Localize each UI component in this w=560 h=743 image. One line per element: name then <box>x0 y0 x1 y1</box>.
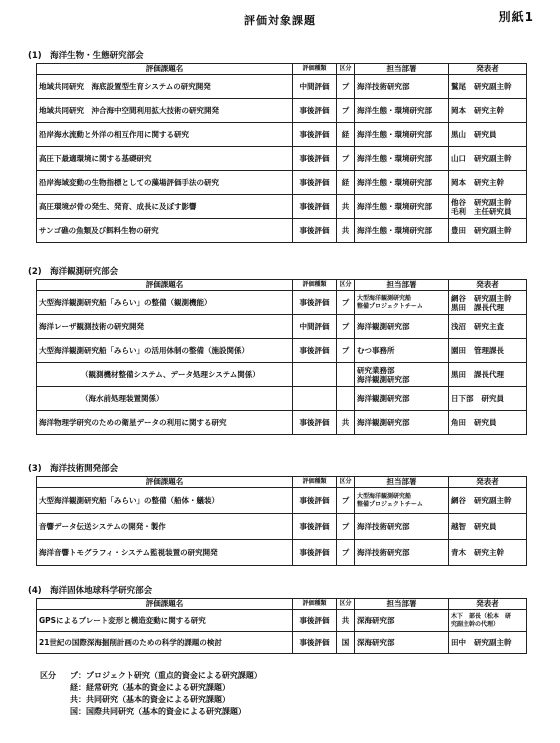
table-row <box>37 363 527 387</box>
header-name: 評価課題名 <box>37 64 293 75</box>
header-name: 評価課題名 <box>37 280 293 291</box>
cell-department: 海洋生態・環境研究部 <box>355 123 449 147</box>
cell-eval-type: 事後評価 <box>293 123 337 147</box>
presenter-role: 研究副主幹 <box>474 226 512 235</box>
legend-item: 経：経常研究（基本的資金による研究課題） <box>70 683 230 692</box>
presenter-name: 木下 部長（松本 研 究副主幹の代理） <box>451 612 512 628</box>
section-4 <box>28 585 526 654</box>
cell-eval-type: 事後評価 <box>293 411 337 435</box>
table-row <box>37 219 527 243</box>
cell-eval-type: 事後評価 <box>293 339 337 363</box>
cell-kubun: 共 <box>337 610 355 632</box>
presenter-role: 研究員 <box>481 394 504 403</box>
presenter-name: 黒田 <box>451 370 466 379</box>
cell-presenter <box>449 610 527 632</box>
presenter-role: 研究副主幹 <box>474 82 512 91</box>
presenter-name: 青木 <box>451 548 466 557</box>
section-title: (2) 海洋観測研究部会 <box>28 267 119 277</box>
presenter-role: 管理課長 <box>474 346 504 355</box>
cell-department: 海洋技術研究部 <box>355 75 449 99</box>
cell-presenter <box>449 540 527 566</box>
legend <box>40 670 262 718</box>
presenter-name: 浅沼 <box>451 322 466 331</box>
cell-kubun: 経 <box>337 171 355 195</box>
cell-task-name: 沿岸海域変動の生物指標としての藻場評価手法の研究 <box>37 171 293 195</box>
legend-item: 国：国際共同研究（基本的資金による研究課題） <box>70 707 246 716</box>
section-title: (3) 海洋技術開発部会 <box>28 464 119 474</box>
cell-task-name: 沿岸海水流動と外洋の相互作用に関する研究 <box>37 123 293 147</box>
cell-task-name: 地域共同研究 沖合海中空間利用拡大技術の研究開発 <box>37 99 293 123</box>
presenter-name: 山口 <box>451 154 466 163</box>
presenter-role: 研究員 <box>474 418 497 427</box>
table-row <box>37 610 527 632</box>
cell-eval-type <box>293 387 337 411</box>
cell-eval-type: 事後評価 <box>293 610 337 632</box>
section-3-table <box>36 476 527 566</box>
cell-department: 海洋観測研究部 <box>355 387 449 411</box>
section-1-table <box>36 63 527 243</box>
header-presenter: 発表者 <box>449 64 527 75</box>
header-dept: 担当部署 <box>355 477 449 488</box>
cell-department: 海洋観測研究部 <box>355 315 449 339</box>
cell-presenter <box>449 363 527 387</box>
cell-task-name: 高圧環境が骨の発生、発育、成長に及ぼす影響 <box>37 195 293 219</box>
presenter-role: 研究主幹 <box>474 106 504 115</box>
section-4-table <box>36 598 527 654</box>
cell-task-name: 21世紀の国際深海掘削計画のための科学的課題の検討 <box>37 632 293 654</box>
cell-task-name: （観測機材整備システム、データ処理システム関係） <box>37 363 293 387</box>
presenter-name: 岡本 <box>451 106 466 115</box>
legend-item: プ：プロジェクト研究（重点的資金による研究課題） <box>70 671 262 680</box>
header-presenter: 発表者 <box>449 280 527 291</box>
table-row <box>37 514 527 540</box>
presenter-role: 研究副主幹 <box>474 154 512 163</box>
cell-presenter <box>449 411 527 435</box>
cell-presenter <box>449 514 527 540</box>
cell-eval-type: 事後評価 <box>293 219 337 243</box>
cell-department: 研究業務部 海洋観測研究部 <box>355 363 449 387</box>
presenter-name: 網谷 黒田 <box>451 293 466 312</box>
presenter-name: 豊田 <box>451 226 466 235</box>
cell-presenter <box>449 632 527 654</box>
header-name: 評価課題名 <box>37 477 293 488</box>
cell-task-name: 地域共同研究 海底設置型生育システムの研究開発 <box>37 75 293 99</box>
presenter-name: 越智 <box>451 522 466 531</box>
table-header-row <box>37 64 527 75</box>
cell-kubun: プ <box>337 291 355 315</box>
cell-presenter <box>449 99 527 123</box>
cell-eval-type: 事後評価 <box>293 540 337 566</box>
cell-presenter <box>449 291 527 315</box>
cell-eval-type: 事後評価 <box>293 99 337 123</box>
section-title: (4) 海洋固体地球科学研究部会 <box>28 586 153 596</box>
cell-presenter <box>449 171 527 195</box>
presenter-role: 研究主幹 <box>474 178 504 187</box>
cell-department: 海洋生態・環境研究部 <box>355 195 449 219</box>
cell-task-name: 海洋レーザ観測技術の研究開発 <box>37 315 293 339</box>
cell-department: 深海研究部 <box>355 632 449 654</box>
cell-kubun <box>337 387 355 411</box>
header-type: 評価種類 <box>293 64 337 75</box>
section-1 <box>28 50 526 243</box>
section-title: (1) 海洋生物・生態研究部会 <box>28 51 144 61</box>
presenter-role: 研究副主幹 <box>474 496 512 505</box>
annex-label: 別紙1 <box>498 10 534 24</box>
section-2-table <box>36 279 527 435</box>
cell-presenter <box>449 339 527 363</box>
cell-eval-type <box>293 363 337 387</box>
table-row <box>37 339 527 363</box>
cell-kubun: 共 <box>337 411 355 435</box>
cell-eval-type: 事後評価 <box>293 632 337 654</box>
table-row <box>37 75 527 99</box>
presenter-name: 黒山 <box>451 130 466 139</box>
cell-task-name: 大型海洋観測研究船「みらい」の活用体制の整備（施設関係） <box>37 339 293 363</box>
cell-task-name: 音響データ伝送システムの開発・製作 <box>37 514 293 540</box>
cell-department: 海洋生態・環境研究部 <box>355 147 449 171</box>
cell-task-name: 高圧下最適環境に関する基礎研究 <box>37 147 293 171</box>
cell-task-name: 大型海洋観測研究船「みらい」の整備（観測機能） <box>37 291 293 315</box>
cell-presenter <box>449 75 527 99</box>
cell-task-name: 海洋音響トモグラフィ・システム監視装置の研究開発 <box>37 540 293 566</box>
cell-department: むつ事務所 <box>355 339 449 363</box>
header-type: 評価種類 <box>293 599 337 610</box>
header-presenter: 発表者 <box>449 477 527 488</box>
cell-task-name: （海水前処理装置関係） <box>37 387 293 411</box>
table-header-row <box>37 280 527 291</box>
cell-eval-type: 中間評価 <box>293 75 337 99</box>
table-row <box>37 540 527 566</box>
table-row <box>37 632 527 654</box>
cell-kubun: 共 <box>337 219 355 243</box>
cell-kubun: プ <box>337 339 355 363</box>
header-dept: 担当部署 <box>355 64 449 75</box>
page-title: 評価対象課題 <box>244 14 316 27</box>
table-row <box>37 315 527 339</box>
table-row <box>37 195 527 219</box>
cell-eval-type: 事後評価 <box>293 195 337 219</box>
cell-eval-type: 事後評価 <box>293 488 337 514</box>
cell-eval-type: 事後評価 <box>293 291 337 315</box>
presenter-name: 網谷 <box>451 496 466 505</box>
table-row <box>37 488 527 514</box>
cell-presenter <box>449 387 527 411</box>
header-kubun: 区分 <box>337 477 355 488</box>
cell-presenter <box>449 488 527 514</box>
presenter-role: 研究副主幹 主任研究員 <box>474 197 512 216</box>
cell-task-name: 海洋物理学研究のための衛星データの利用に関する研究 <box>37 411 293 435</box>
cell-kubun: プ <box>337 75 355 99</box>
table-row <box>37 123 527 147</box>
cell-kubun: プ <box>337 488 355 514</box>
cell-kubun: プ <box>337 147 355 171</box>
section-2 <box>28 266 526 435</box>
table-row <box>37 291 527 315</box>
cell-task-name: 大型海洋観測研究船「みらい」の整備（船体・艤装） <box>37 488 293 514</box>
cell-presenter <box>449 195 527 219</box>
header-presenter: 発表者 <box>449 599 527 610</box>
header-dept: 担当部署 <box>355 599 449 610</box>
presenter-role: 研究副主幹 <box>474 638 512 647</box>
cell-task-name: サンゴ礁の魚類及び餌料生物の研究 <box>37 219 293 243</box>
presenter-name: 田中 <box>451 638 466 647</box>
presenter-role: 研究主幹 <box>474 548 504 557</box>
table-header-row <box>37 477 527 488</box>
table-row <box>37 411 527 435</box>
cell-kubun: プ <box>337 540 355 566</box>
cell-kubun: プ <box>337 315 355 339</box>
cell-department: 海洋生態・環境研究部 <box>355 171 449 195</box>
header-type: 評価種類 <box>293 477 337 488</box>
cell-eval-type: 事後評価 <box>293 514 337 540</box>
presenter-role: 研究員 <box>474 522 497 531</box>
cell-department: 大型海洋観測研究船 整備プロジェクトチーム <box>355 488 449 514</box>
cell-presenter <box>449 147 527 171</box>
cell-department: 海洋生態・環境研究部 <box>355 99 449 123</box>
cell-kubun: プ <box>337 99 355 123</box>
cell-eval-type: 中間評価 <box>293 315 337 339</box>
header-kubun: 区分 <box>337 64 355 75</box>
cell-eval-type: 事後評価 <box>293 147 337 171</box>
cell-department: 海洋技術研究部 <box>355 514 449 540</box>
table-row <box>37 387 527 411</box>
presenter-name: 鷲尾 <box>451 82 466 91</box>
presenter-name: 岡本 <box>451 178 466 187</box>
cell-task-name: GPSによるプレート変形と構造変動に関する研究 <box>37 610 293 632</box>
header-kubun: 区分 <box>337 280 355 291</box>
header-name: 評価課題名 <box>37 599 293 610</box>
cell-department: 大型海洋観測研究船 整備プロジェクトチーム <box>355 291 449 315</box>
presenter-name: 園田 <box>451 346 466 355</box>
header-type: 評価種類 <box>293 280 337 291</box>
presenter-role: 研究員 <box>474 130 497 139</box>
cell-eval-type: 事後評価 <box>293 171 337 195</box>
presenter-role: 課長代理 <box>474 370 504 379</box>
cell-department: 海洋生態・環境研究部 <box>355 219 449 243</box>
cell-presenter <box>449 315 527 339</box>
presenter-name: 他谷 毛利 <box>451 197 466 216</box>
table-header-row <box>37 599 527 610</box>
presenter-name: 角田 <box>451 418 466 427</box>
table-row <box>37 147 527 171</box>
cell-department: 深海研究部 <box>355 610 449 632</box>
header-kubun: 区分 <box>337 599 355 610</box>
cell-kubun: 経 <box>337 123 355 147</box>
presenter-role: 研究主査 <box>474 322 504 331</box>
cell-department: 海洋技術研究部 <box>355 540 449 566</box>
legend-label: 区分 <box>40 671 56 680</box>
cell-presenter <box>449 123 527 147</box>
cell-department: 海洋観測研究部 <box>355 411 449 435</box>
section-3 <box>28 463 526 566</box>
cell-kubun: 国 <box>337 632 355 654</box>
table-row <box>37 99 527 123</box>
presenter-name: 日下部 <box>451 394 474 403</box>
legend-item: 共：共同研究（基本的資金による研究課題） <box>70 695 230 704</box>
presenter-role: 研究副主幹 課長代理 <box>474 293 512 312</box>
cell-kubun <box>337 363 355 387</box>
cell-kubun: 共 <box>337 195 355 219</box>
header-dept: 担当部署 <box>355 280 449 291</box>
cell-presenter <box>449 219 527 243</box>
table-row <box>37 171 527 195</box>
cell-kubun: プ <box>337 514 355 540</box>
